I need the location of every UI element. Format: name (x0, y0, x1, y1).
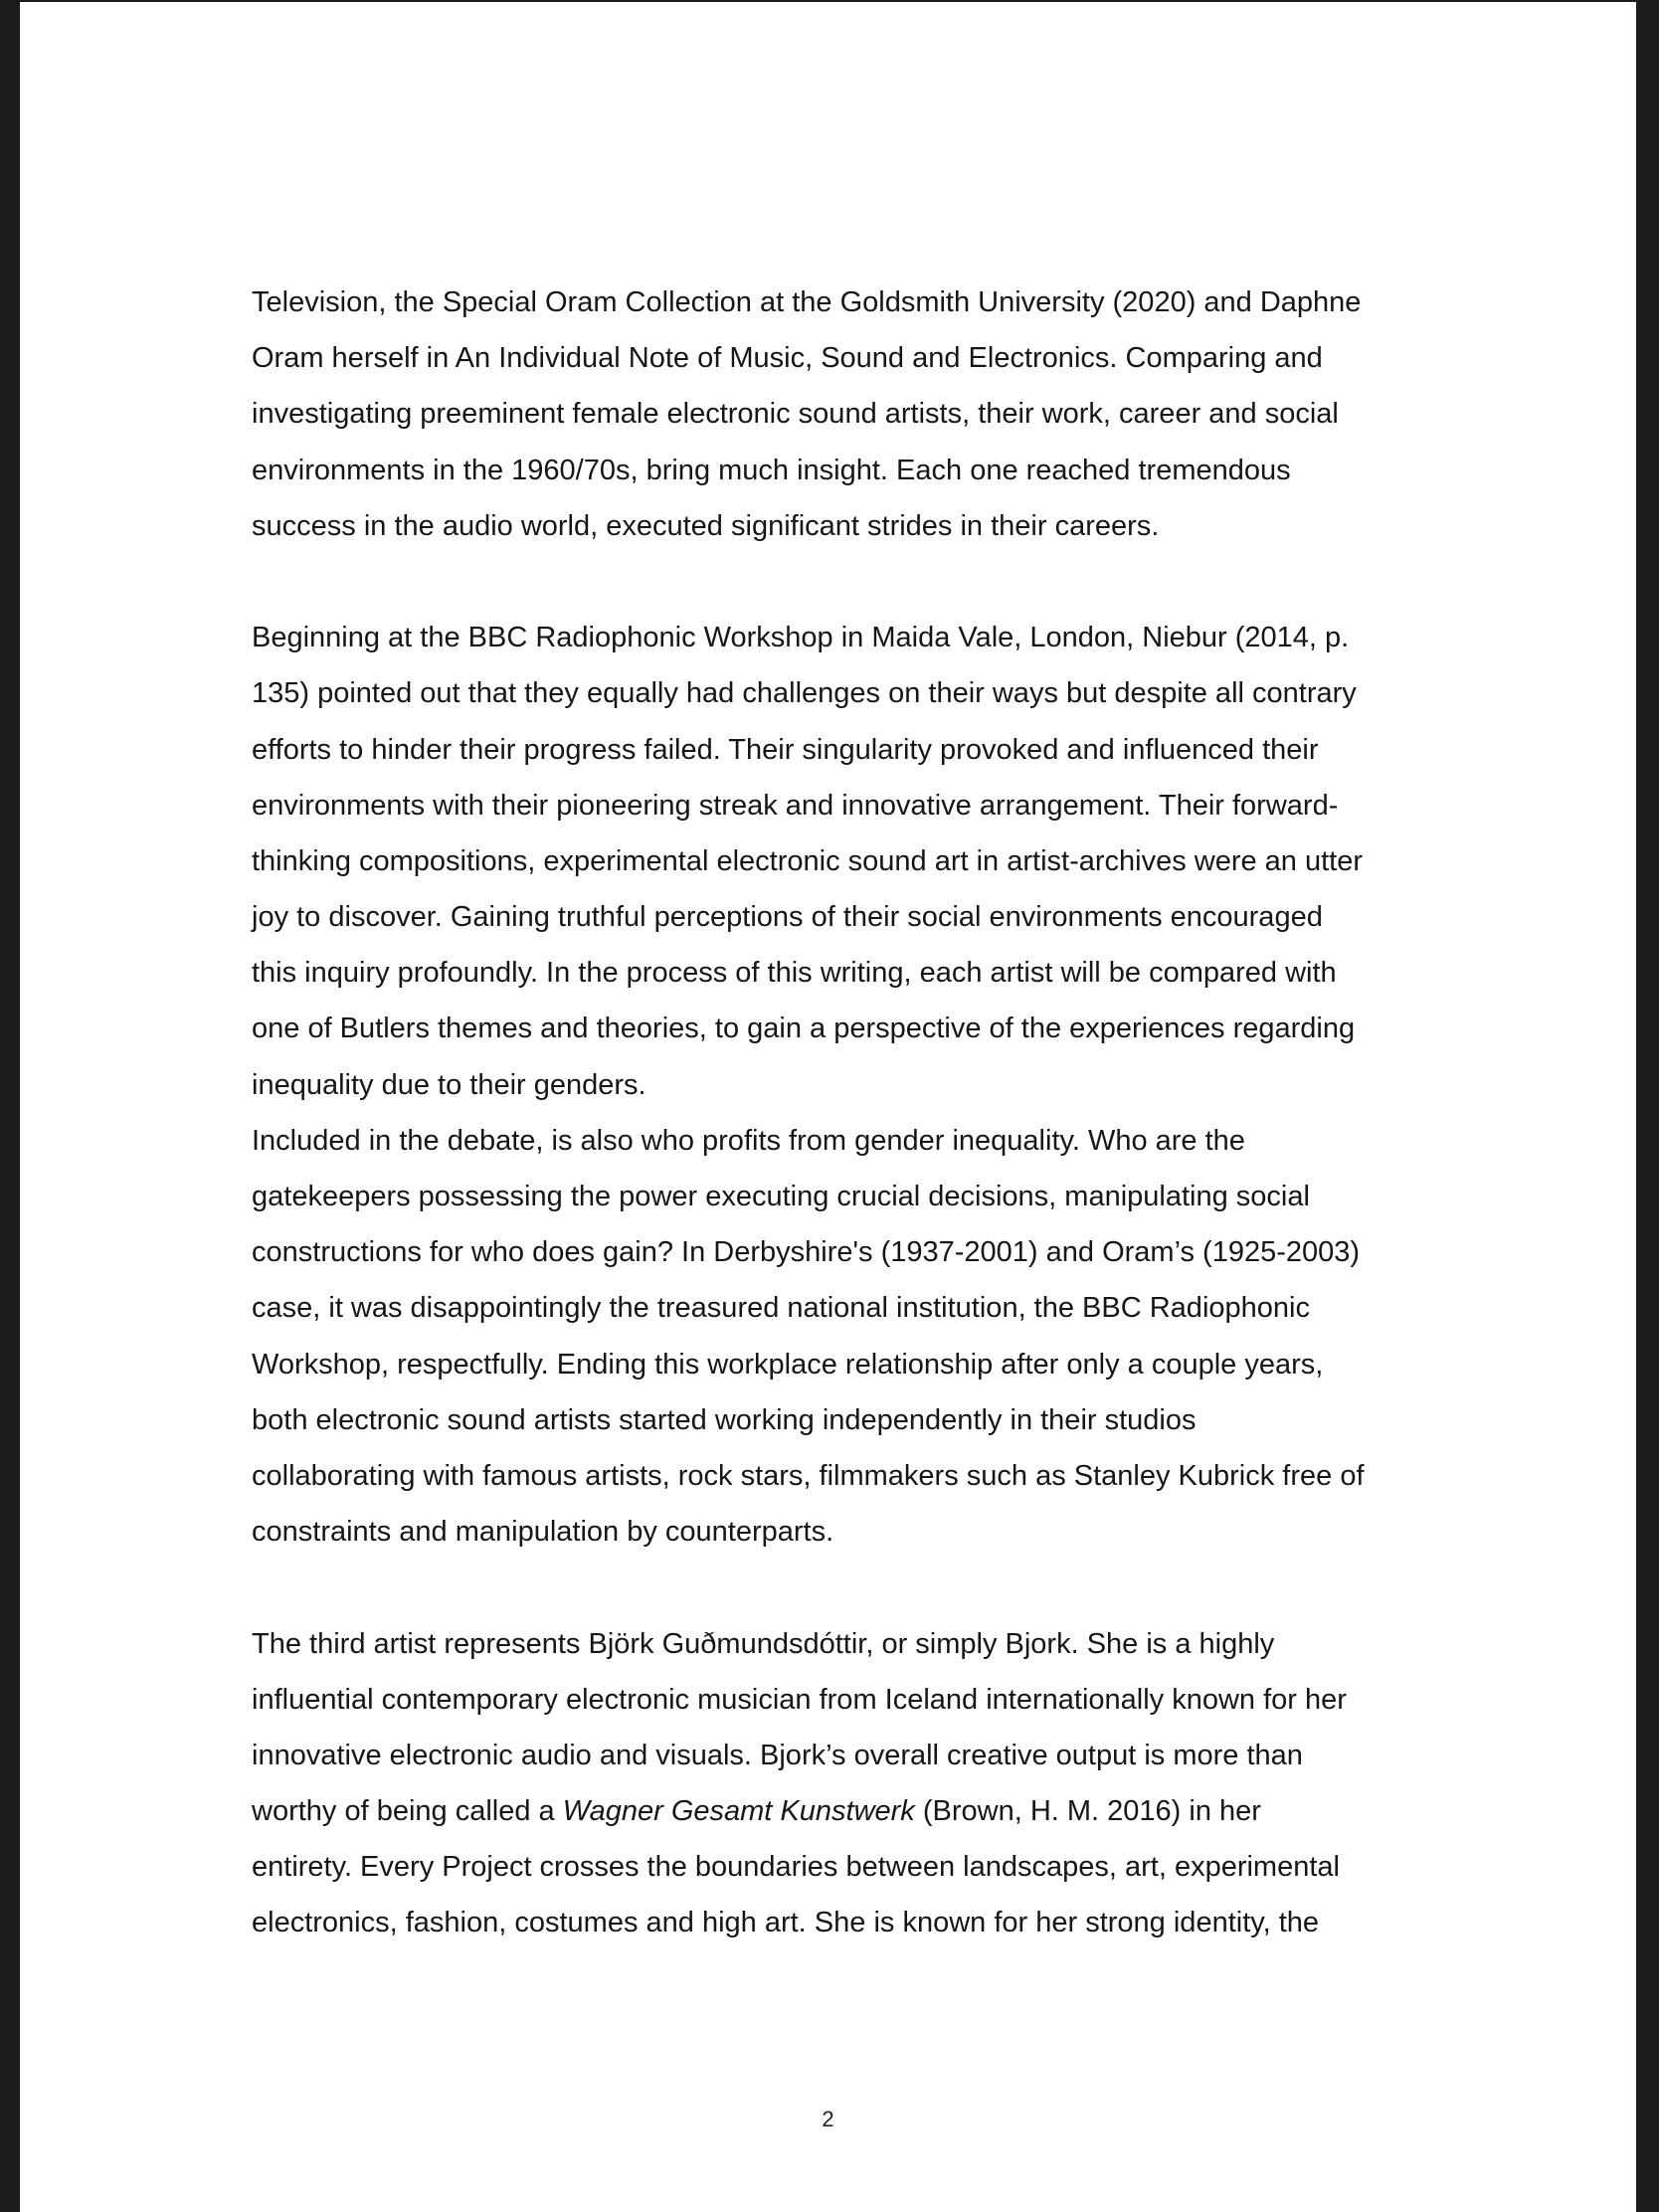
text-line: The third artist represents Björk Guðmundsdóttir, or simply Bjork. She is a highly (252, 1627, 1275, 1660)
text-run: (Brown, H. M. 2016) in her (914, 1795, 1261, 1828)
text-line: constraints and manipulation by counterparts. (252, 1516, 834, 1549)
text-line: influential contemporary electronic musician from Iceland internationally known for her (252, 1683, 1347, 1716)
text-line: Oram herself in An Individual Note of Music, Sound and Electronics. Comparing and (252, 342, 1323, 375)
text-line: case, it was disappointingly the treasured national institution, the BBC Radiophonic (252, 1292, 1310, 1325)
document-page (20, 2, 1636, 2212)
page-number: 2 (822, 2107, 834, 2131)
text-line: efforts to hinder their progress failed. Their singularity provoked and influenced their (252, 733, 1319, 766)
text-line: gatekeepers possessing the power executing crucial decisions, manipulating social (252, 1181, 1310, 1212)
text-line: environments with their pioneering streak and innovative arrangement. Their forward- (252, 789, 1339, 822)
text-line: one of Butlers themes and theories, to gain a perspective of the experiences regarding (252, 1013, 1356, 1045)
text-line: inequality due to their genders. (252, 1068, 646, 1101)
paragraph-spacer (252, 1560, 1465, 1615)
italic-title: Wagner Gesamt Kunstwerk (562, 1795, 915, 1828)
text-line: electronics, fashion, costumes and high art. She is known for her strong identity, the (252, 1907, 1320, 1939)
text-line: Television, the Special Oram Collection at the Goldsmith University (2020) and Daphne (252, 286, 1362, 318)
paragraph-spacer (252, 554, 1465, 610)
text-line: environments in the 1960/70s, bring much insight. Each one reached tremendous (252, 454, 1291, 486)
paragraph-1 (252, 275, 1465, 554)
text-line: investigating preeminent female electronic sound artists, their work, career and social (252, 398, 1339, 431)
paragraph-2 (252, 610, 1465, 1113)
text-run: worthy of being called a (252, 1795, 563, 1828)
text-line: joy to discover. Gaining truthful perceptions of their social environments encouraged (252, 901, 1323, 934)
text-line: innovative electronic audio and visuals. Bjork’s overall creative output is more than (252, 1739, 1303, 1771)
paragraph-3 (252, 1113, 1465, 1561)
text-line: Beginning at the BBC Radiophonic Workshop in Maida Vale, London, Niebur (2014, p. (252, 622, 1350, 654)
text-line: this inquiry profoundly. In the process of this writing, each artist will be compared with (252, 957, 1337, 990)
page-body (252, 275, 1465, 1951)
text-line: Workshop, respectfully. Ending this workplace relationship after only a couple years, (252, 1348, 1324, 1381)
text-line: entirety. Every Project crosses the boundaries between landscapes, art, experimental (252, 1851, 1340, 1884)
text-line: success in the audio world, executed significant strides in their careers. (252, 509, 1160, 542)
text-line: thinking compositions, experimental electronic sound art in artist-archives were an utter (252, 844, 1364, 877)
text-line: 135) pointed out that they equally had challenges on their ways but despite all contrary (252, 677, 1357, 710)
text-line-mixed (252, 1783, 1465, 1839)
text-line: constructions for who does gain? In Derbyshire's (1937-2001) and Oram’s (1925-2003) (252, 1236, 1361, 1269)
text-line: Included in the debate, is also who profits from gender inequality. Who are the (252, 1124, 1245, 1157)
text-line: collaborating with famous artists, rock stars, filmmakers such as Stanley Kubrick free of (252, 1459, 1365, 1492)
paragraph-4 (252, 1616, 1465, 1951)
text-line: both electronic sound artists started working independently in their studios (252, 1403, 1197, 1436)
